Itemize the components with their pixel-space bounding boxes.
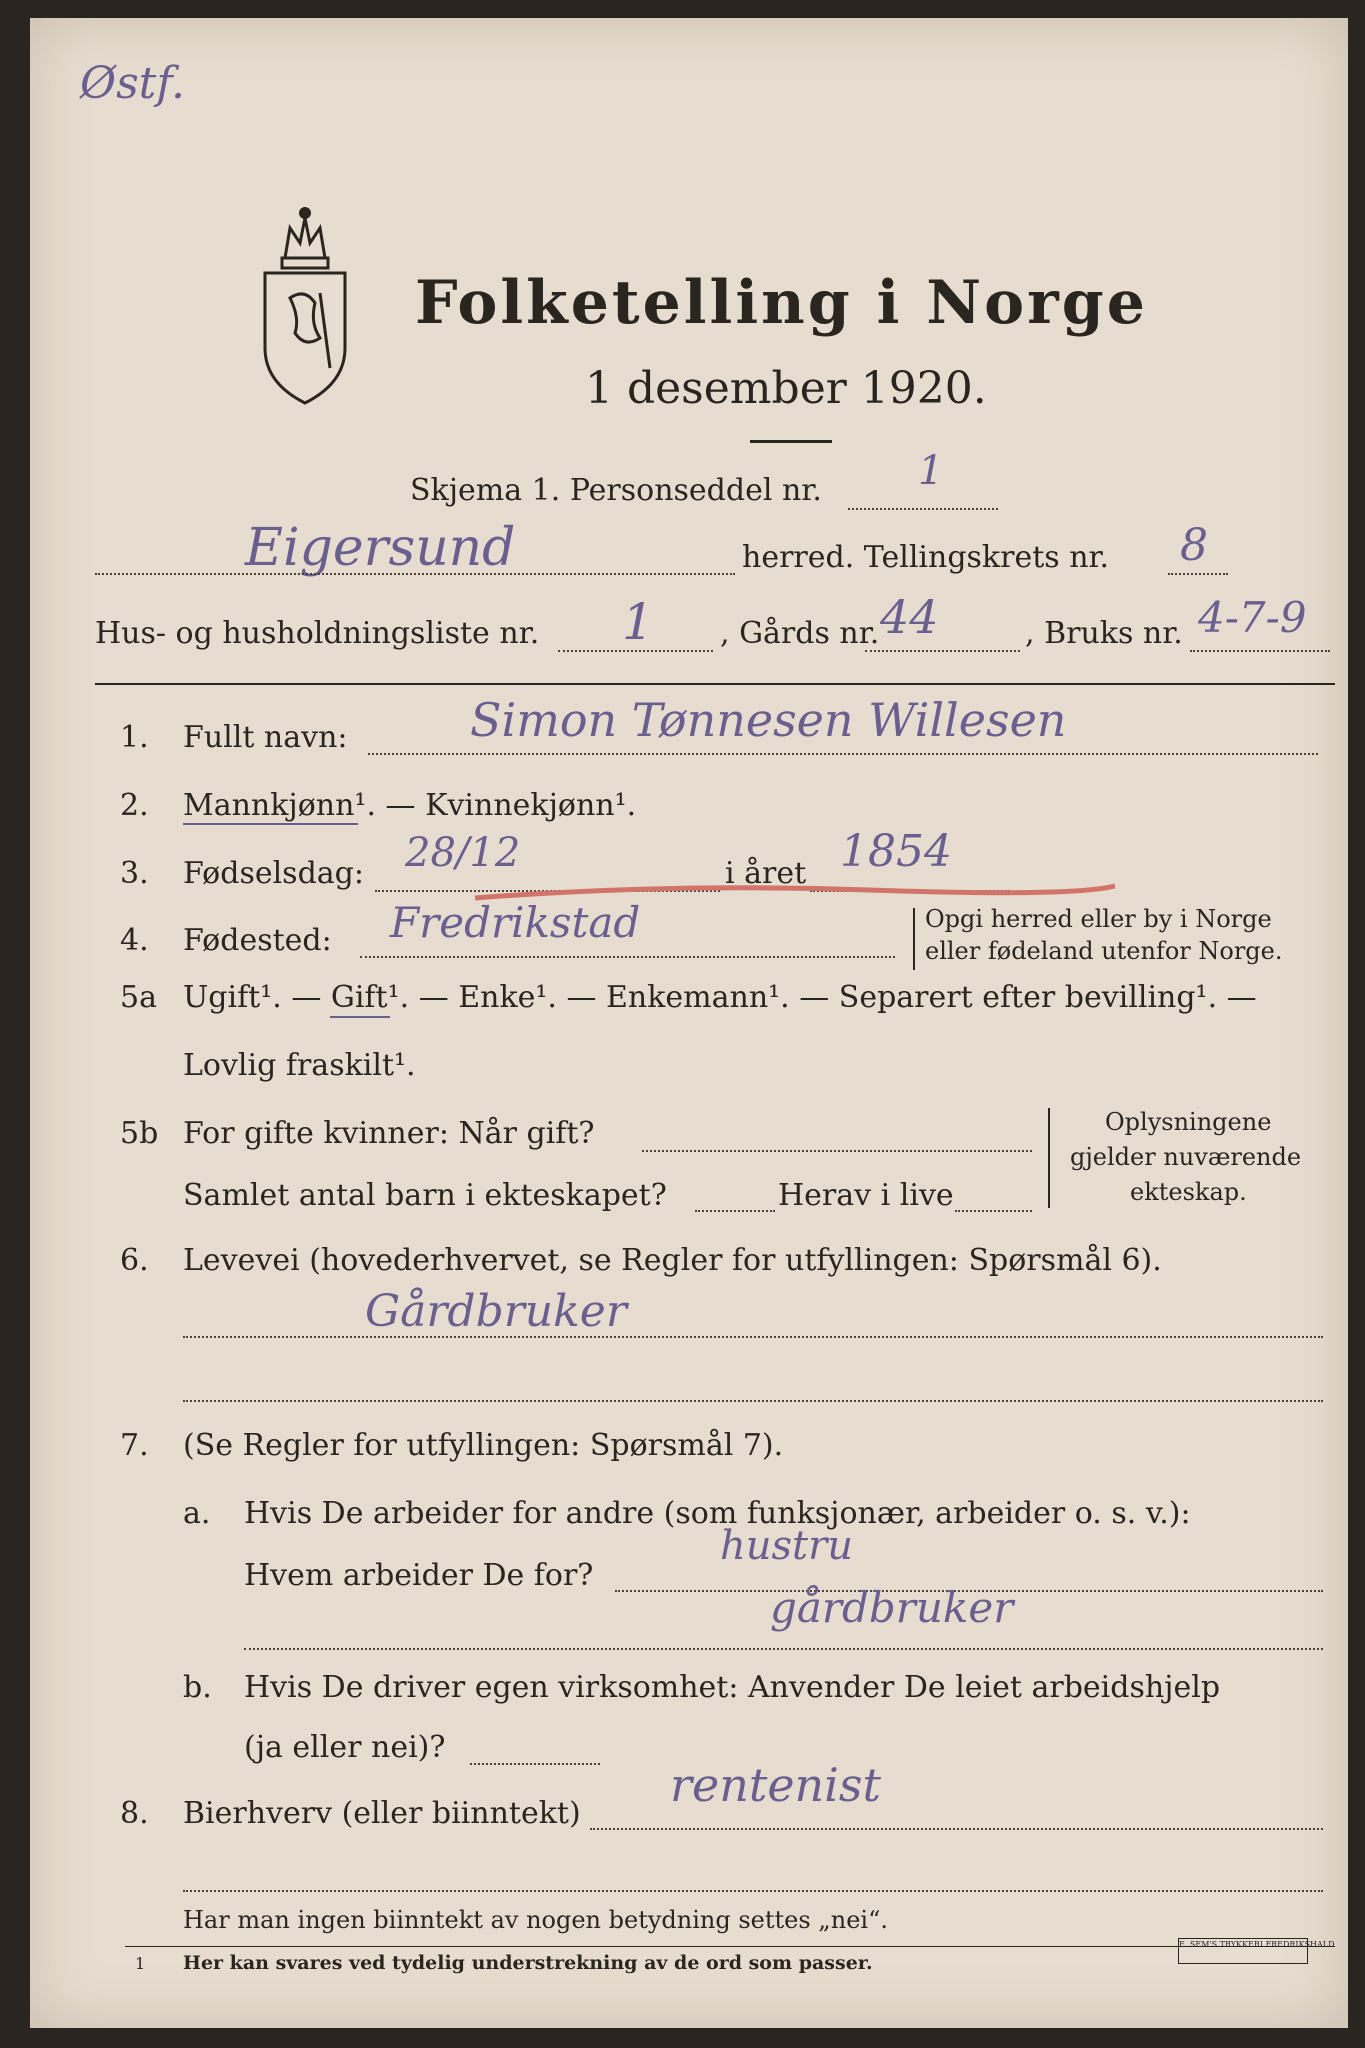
corner-handwritten-mark: Østf.: [80, 58, 186, 109]
bruks-dotline: [1190, 650, 1330, 652]
q4-value: Fredrikstad: [390, 898, 641, 947]
gards-label: , Gårds nr.: [720, 616, 880, 651]
q4-label: Fødested:: [183, 923, 332, 958]
form-date: 1 desember 1920.: [585, 363, 987, 414]
q3-label: Fødselsdag:: [183, 856, 364, 891]
census-form: [30, 18, 1348, 2028]
footnote-rule: [125, 1946, 1335, 1947]
q7-number: 7.: [120, 1428, 149, 1463]
husholdningsliste-value: 1: [622, 593, 654, 651]
q7-label: (Se Regler for utfyllingen: Spørsmål 7).: [183, 1428, 784, 1463]
q7b-label: Hvis De driver egen virksomhet: Anvender De leiet arbeidshjelp: [244, 1670, 1221, 1705]
personseddel-dotline: [848, 508, 998, 510]
q5a-options: Ugift¹. — Gift¹. — Enke¹. — Enkemann¹. — Separert efter bevilling¹. —: [183, 980, 1257, 1015]
q1-value: Simon Tønnesen Willesen: [470, 693, 1067, 747]
husholdningsliste-label: Hus- og husholdningsliste nr.: [95, 616, 540, 651]
printer-stamp: [1178, 1938, 1335, 1964]
q2-number: 2.: [120, 788, 149, 823]
q5b-brace: [1048, 1108, 1050, 1208]
q3-year-value: 1854: [840, 826, 952, 877]
q6-label: Levevei (hovederhvervet, se Regler for utfyllingen: Spørsmål 6).: [183, 1243, 1162, 1278]
q7a-question: Hvem arbeider De for?: [244, 1558, 594, 1593]
q5b-children-dotline: [695, 1210, 775, 1212]
q8-label: Bierhverv (eller biinntekt): [183, 1796, 581, 1831]
form-title: Folketelling i Norge: [415, 268, 1148, 338]
tellingskrets-value: 8: [1180, 520, 1208, 571]
herred-dotline: [95, 573, 735, 575]
q8-value: rentenist: [670, 1758, 881, 1812]
q4-number: 4.: [120, 923, 149, 958]
q8-dotline-2: [183, 1890, 1323, 1892]
q5b-alive-label: Herav i live: [778, 1178, 954, 1213]
q8-dotline: [590, 1828, 1323, 1830]
schema-label: Skjema 1. Personseddel nr.: [410, 473, 822, 508]
q5a-options-cont: Lovlig fraskilt¹.: [183, 1048, 416, 1083]
q5b-dotline: [642, 1150, 1032, 1152]
q5b-children-label: Samlet antal barn i ekteskapet?: [183, 1178, 667, 1213]
title-divider: [750, 440, 832, 443]
q7b-dotline: [470, 1763, 600, 1765]
q1-label: Fullt navn:: [183, 720, 348, 755]
q5b-note-line2: gjelder nuværende: [1070, 1143, 1302, 1171]
q6-dotline-2: [183, 1400, 1323, 1402]
q7a-dotline-2: [244, 1648, 1323, 1650]
printer-stamp-text: E. SEM'S TRYKKERI FREDRIKSHALD: [1179, 1940, 1335, 1949]
q4-note-line1: Opgi herred eller by i Norge: [925, 905, 1272, 933]
personseddel-value: 1: [918, 448, 944, 494]
q5b-number: 5b: [120, 1116, 159, 1151]
q8-number: 8.: [120, 1796, 149, 1831]
q7b-question: (ja eller nei)?: [244, 1730, 446, 1765]
q3-number: 3.: [120, 856, 149, 891]
q6-number: 6.: [120, 1243, 149, 1278]
coat-of-arms-icon: [250, 198, 360, 413]
q7a-value-2: gårdbruker: [770, 1583, 1014, 1632]
q1-dotline: [368, 753, 1318, 755]
q5a-number: 5a: [120, 980, 157, 1015]
bruks-label: , Bruks nr.: [1025, 616, 1183, 651]
q5b-alive-dotline: [955, 1210, 1032, 1212]
q4-note-line2: eller fødeland utenfor Norge.: [925, 937, 1283, 965]
q6-value: Gårdbruker: [365, 1286, 627, 1337]
q5b-label: For gifte kvinner: Når gift?: [183, 1116, 595, 1151]
q3-year-label: i året: [725, 856, 807, 891]
q1-number: 1.: [120, 720, 149, 755]
gards-value: 44: [880, 590, 939, 644]
q7a-label: Hvis De arbeider for andre (som funksjonær, arbeider o. s. v.):: [244, 1496, 1191, 1531]
q3-day-value: 28/12: [405, 830, 521, 876]
q7b-letter: b.: [183, 1670, 212, 1705]
q6-dotline-1: [183, 1336, 1323, 1338]
q5b-note-line3: ekteskap.: [1130, 1178, 1247, 1206]
q7a-value-1: hustru: [720, 1523, 854, 1569]
tellingskrets-dotline: [1168, 573, 1228, 575]
herred-label: herred. Tellingskrets nr.: [742, 540, 1110, 575]
herred-value: Eigersund: [245, 518, 516, 578]
gards-dotline: [865, 650, 1020, 652]
q5a-underline-gift: [330, 1016, 390, 1018]
q4-brace: [913, 908, 915, 970]
footnote-text: Her kan svares ved tydelig understrekning av de ord som passer.: [183, 1952, 873, 1974]
q2-label: Mannkjønn¹. — Kvinnekjønn¹.: [183, 788, 637, 823]
bruks-value: 4-7-9: [1198, 593, 1307, 642]
footer-note: Har man ingen biinntekt av nogen betydning settes „nei“.: [183, 1906, 888, 1934]
q4-dotline: [360, 956, 895, 958]
footnote-number: 1: [135, 1954, 146, 1973]
q2-underline-mannkjonn: [183, 823, 358, 825]
header-divider: [95, 683, 1335, 685]
q5b-note-line1: Oplysningene: [1105, 1108, 1272, 1136]
q7a-letter: a.: [183, 1496, 211, 1531]
